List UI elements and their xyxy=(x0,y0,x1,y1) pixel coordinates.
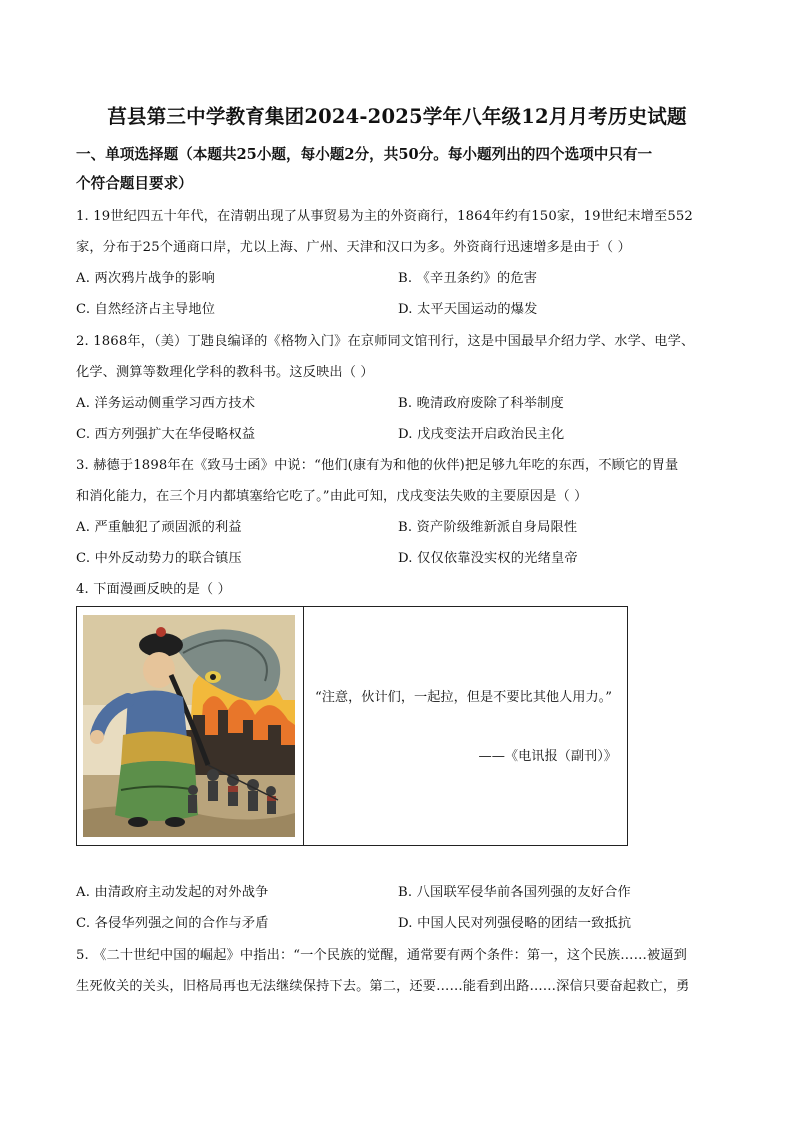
question-4-option-c: C. 各侵华列强之间的合作与矛盾 xyxy=(76,916,269,931)
question-1-line-2: 家，分布于25个通商口岸，尤以上海、广州、天津和汉口为多。外资商行迅速增多是由于（ ） xyxy=(76,240,631,255)
question-1-option-b: B. 《辛丑条约》的危害 xyxy=(398,271,538,286)
question-2-line-1: 2. 1868年，（美）丁韪良编译的《格物入门》在京师同文馆刊行，这是中国最早介绍力学、水学、电学、 xyxy=(76,334,695,349)
question-2-line-2: 化学、测算等数理化学科的教科书。这反映出（ ） xyxy=(76,365,374,380)
section-heading-line-1: 一、单项选择题（本题共25小题，每小题2分，共50分。每小题列出的四个选项中只有一 xyxy=(76,146,653,163)
political-cartoon-image xyxy=(83,615,295,837)
section-heading-line-2: 个符合题目要求） xyxy=(76,175,193,192)
question-3-option-b: B. 资产阶级维新派自身局限性 xyxy=(398,520,578,535)
question-1-option-d: D. 太平天国运动的爆发 xyxy=(398,302,538,317)
question-4-line-1: 4. 下面漫画反映的是（ ） xyxy=(76,582,231,597)
question-3-option-d: D. 仅仅依靠没实权的光绪皇帝 xyxy=(398,551,578,566)
question-1-line-1: 1. 19世纪四五十年代，在清朝出现了从事贸易为主的外资商行，1864年约有150家，19世纪末增至552 xyxy=(76,209,693,224)
question-5-line-1: 5. 《二十世纪中国的崛起》中指出：“一个民族的觉醒，通常要有两个条件：第一，这个民族……被逼到 xyxy=(76,948,687,963)
question-4-option-d: D. 中国人民对列强侵略的团结一致抵抗 xyxy=(398,916,632,931)
question-1-option-c: C. 自然经济占主导地位 xyxy=(76,302,216,317)
cartoon-table xyxy=(76,606,628,846)
question-1-option-a: A. 两次鸦片战争的影响 xyxy=(76,271,215,286)
cartoon-cell xyxy=(77,607,304,845)
question-2-option-b: B. 晚清政府废除了科举制度 xyxy=(398,396,564,411)
section-heading xyxy=(76,140,721,198)
page-title: 莒县第三中学教育集团2024-2025学年八年级12月月考历史试题 xyxy=(107,105,687,128)
question-5-line-2: 生死攸关的关头，旧格局再也无法继续保持下去。第二，还要……能看到出路……深信只要奋起救亡，勇 xyxy=(76,979,690,994)
question-4-option-b: B. 八国联军侵华前各国列强的友好合作 xyxy=(398,885,631,900)
cartoon-quote: “注意，伙计们，一起拉，但是不要比其他人用力。” xyxy=(315,690,613,705)
question-2-option-c: C. 西方列强扩大在华侵略权益 xyxy=(76,427,256,442)
question-3-line-2: 和消化能力，在三个月内都填塞给它吃了。”由此可知，戊戌变法失败的主要原因是（ ） xyxy=(76,489,588,504)
cartoon-quote-source: ——《电讯报（副刊）》 xyxy=(478,749,617,764)
question-2-option-d: D. 戊戌变法开启政治民主化 xyxy=(398,427,565,442)
question-4-option-a: A. 由清政府主动发起的对外战争 xyxy=(76,885,269,900)
question-3-option-c: C. 中外反动势力的联合镇压 xyxy=(76,551,242,566)
question-3-option-a: A. 严重触犯了顽固派的利益 xyxy=(76,520,242,535)
question-2-option-a: A. 洋务运动侧重学习西方技术 xyxy=(76,396,256,411)
question-3-line-1: 3. 赫德于1898年在《致马士函》中说：“他们(康有为和他的伙伴)把足够九年吃的东西，不顾它的胃量 xyxy=(76,458,679,473)
